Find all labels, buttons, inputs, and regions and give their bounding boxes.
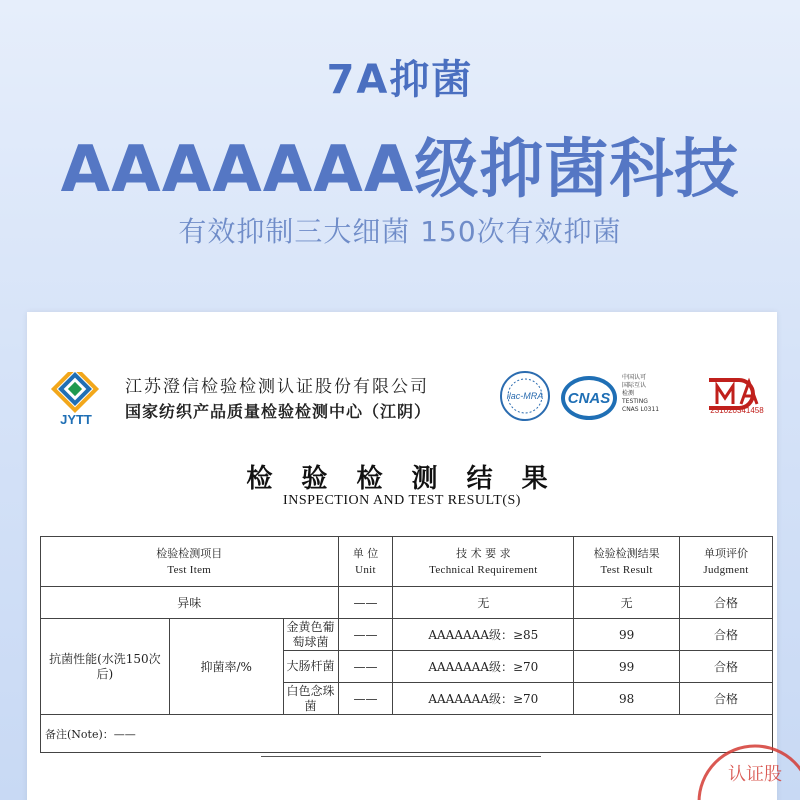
row-judgment: 合格 (680, 683, 773, 715)
bacteria-name: 大肠杆菌 (283, 651, 338, 683)
row-result: 99 (574, 619, 680, 651)
table-row (41, 587, 773, 619)
stamp-seal-icon (695, 742, 800, 800)
cnas-label: CNAS (567, 390, 611, 407)
table-row (41, 619, 773, 651)
row-result: 98 (574, 683, 680, 715)
bacteria-name: 白色念珠菌 (283, 683, 338, 715)
stamp-text: 认证股 (728, 764, 782, 785)
row-result: 99 (574, 651, 680, 683)
header-result: 检验检测结果 Test Result (574, 537, 680, 587)
row-unit: —— (338, 619, 393, 651)
divider (261, 756, 541, 757)
odor-item: 异味 (41, 587, 339, 619)
org-name-company: 江苏澄信检验检测认证股份有限公司 (125, 377, 429, 397)
cnas-cn-line2: 国际互认 (622, 382, 647, 389)
odor-result: 无 (574, 587, 680, 619)
odor-judgment: 合格 (680, 587, 773, 619)
report-title-en: INSPECTION AND TEST RESULT(S) (283, 493, 521, 508)
cma-number: 231020341458 (710, 406, 764, 415)
hero-tagline: 有效抑制三大细菌 150次有效抑菌 (178, 215, 622, 248)
antibacterial-label: 抗菌性能(水洗150次后) (41, 619, 170, 715)
hero-title: AAAAAAA级抑菌科技 (60, 133, 740, 207)
header-unit: 单 位 Unit (338, 537, 393, 587)
row-requirement: AAAAAAA级：≥70 (393, 683, 574, 715)
cnas-details (622, 374, 659, 414)
row-judgment: 合格 (680, 651, 773, 683)
bacteria-name: 金黄色葡萄球菌 (283, 619, 338, 651)
report-title: 检 验 检 测 结 果 (246, 464, 558, 494)
cnas-testing: TESTING (622, 398, 648, 405)
header-judgment: 单项评价 Judgment (680, 537, 773, 587)
cnas-cn-line3: 检测 (622, 390, 635, 397)
org-name-center: 国家纺织产品质量检验检测中心（江阴） (125, 402, 432, 421)
row-requirement: AAAAAAA级：≥70 (393, 651, 574, 683)
test-report-document (27, 312, 782, 800)
cnas-code: CNAS L0311 (622, 406, 660, 413)
odor-unit: —— (338, 587, 393, 619)
row-unit: —— (338, 651, 393, 683)
inhibition-rate-label: 抑菌率/% (169, 619, 283, 715)
ilac-label: ilac-MRA (506, 391, 544, 401)
row-unit: —— (338, 683, 393, 715)
table-note-row (41, 715, 773, 753)
test-result-table (40, 536, 773, 753)
table-header-row (41, 537, 773, 587)
logo-text: JYTT (60, 412, 92, 427)
odor-requirement: 无 (393, 587, 574, 619)
hero-subtitle: 7A抑菌 (326, 57, 474, 103)
row-judgment: 合格 (680, 619, 773, 651)
row-requirement: AAAAAAA级：≥85 (393, 619, 574, 651)
header-test-item: 检验检测项目 Test Item (41, 537, 339, 587)
cnas-cn-line1: 中国认可 (622, 374, 647, 381)
note: 备注(Note)：—— (41, 715, 773, 753)
ilac-mra-icon (499, 370, 551, 422)
header-requirement: 技 术 要 求 Technical Requirement (393, 537, 574, 587)
